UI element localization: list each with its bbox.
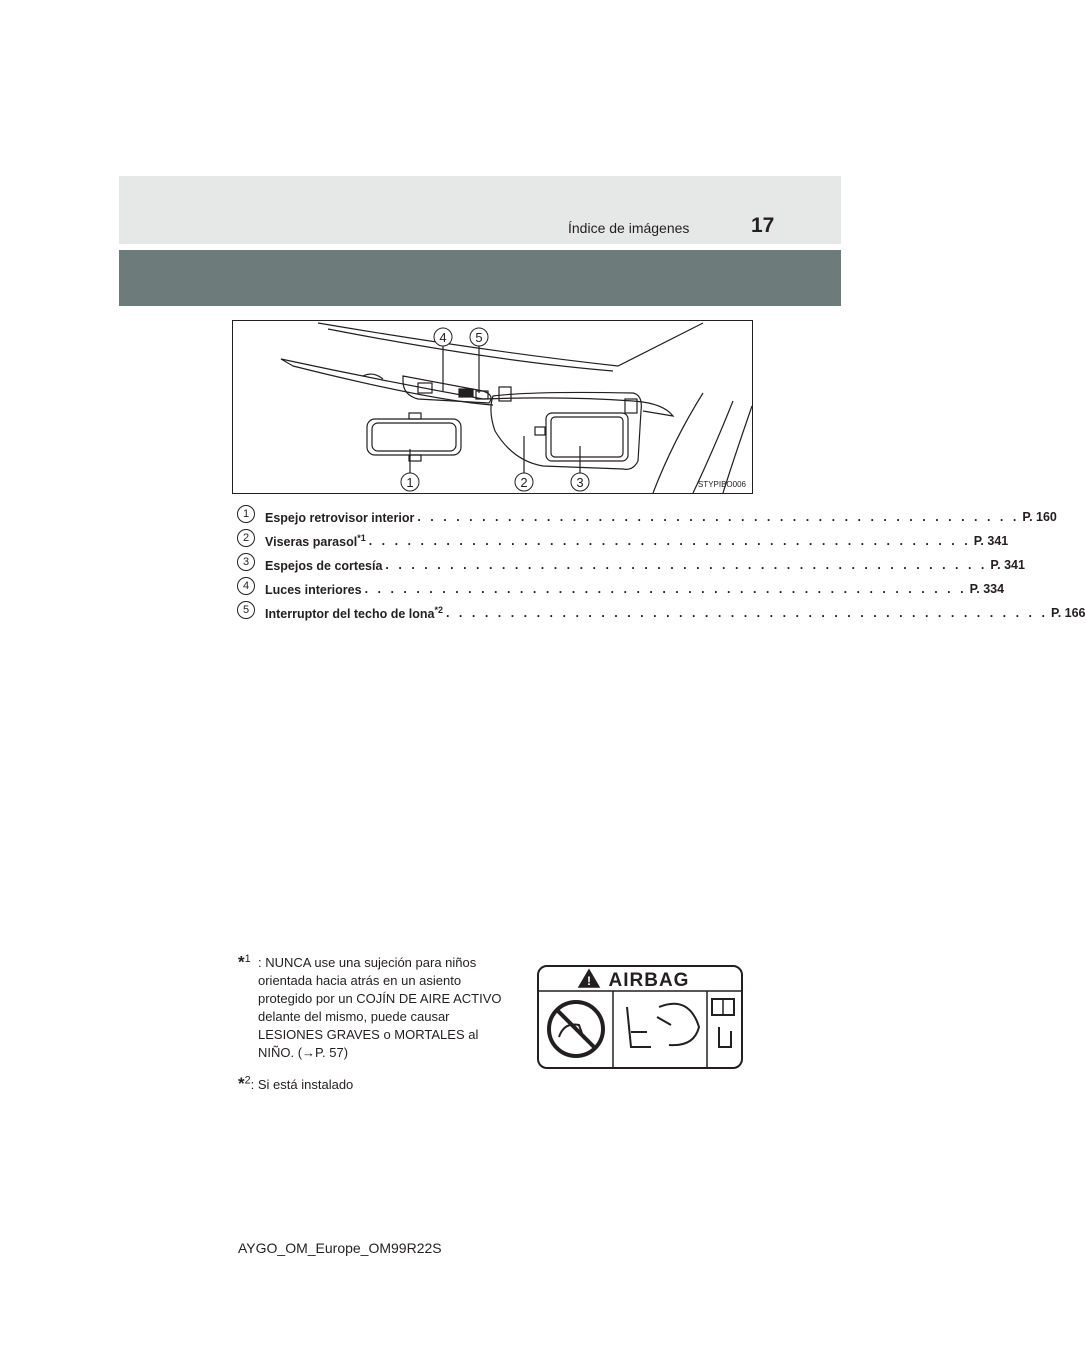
footnote-2-text: : Si está instalado [250,1077,354,1092]
leader-dots: . . . . . . . . . . . . . . . . . . . . . . . . . . . . . . . . . . . . . . . . . . . . . . . [385,558,988,572]
legend-label: Interruptor del techo de lona$^{*2}$ [265,604,443,622]
document-code: AYGO_OM_Europe_OM99R22S [238,1240,442,1256]
page-reference[interactable]: P. 334 [969,582,1005,596]
figure-code: STYPIBO006 [697,480,746,489]
airbag-title: AIRBAG [608,970,690,991]
legend-item [237,529,1009,553]
chapter-band [119,250,841,306]
leader-dots: . . . . . . . . . . . . . . . . . . . . . . . . . . . . . . . . . . . . . . . . . . . . . . . [417,510,1020,524]
legend-number: 3 [237,553,255,571]
callout-1: 1 [406,475,414,490]
airbag-pictogram [539,967,741,1067]
footnote-marker: * [238,1074,245,1093]
page-reference[interactable]: P. 341 [990,558,1025,572]
interior-drawing [233,321,752,493]
legend-number: 1 [237,505,255,523]
footnote-sup: 2 [244,1074,251,1087]
legend-item [237,553,1025,577]
legend-item [237,601,1086,625]
legend-label: Viseras parasol$^{*1}$ [265,532,366,550]
legend-number: 4 [237,577,255,595]
page-reference[interactable]: P. 341 [973,534,1009,548]
interior-illustration [232,320,753,494]
callout-2: 2 [520,475,528,490]
footnote-marker: * [238,952,245,972]
callout-3: 3 [576,475,584,490]
warning-exclamation-icon: ! [587,974,591,988]
legend-number: 2 [237,529,255,547]
page-reference[interactable]: P. 166 [1050,606,1086,620]
legend-label: Espejo retrovisor interior [265,511,415,526]
footnote-1 [238,950,508,1062]
page-reference[interactable]: P. 160 [1022,510,1057,524]
legend-number: 5 [237,601,255,619]
section-title: Índice de imágenes [568,220,690,236]
leader-dots: . . . . . . . . . . . . . . . . . . . . . . . . . . . . . . . . . . . . . . . . . . . . . . . [445,606,1048,620]
legend-item [237,505,1057,529]
page-number: 17 [751,214,775,237]
header-band [119,176,841,244]
footnote-1-text: : NUNCA use una sujeción para niños orientada hacia atrás en un asiento protegido por un COJÍN DE AIRE ACTIVO delante del mismo, puede causar LESIONES GRAVES o MORTALES al NIÑO. (→P. 57) [258,955,502,1061]
callout-4: 4 [439,330,447,345]
airbag-warning-label [537,965,743,1069]
legend-label: Luces interiores [265,583,362,598]
legend-label: Espejos de cortesía [265,559,383,574]
legend-list [237,505,1086,625]
leader-dots: . . . . . . . . . . . . . . . . . . . . . . . . . . . . . . . . . . . . . . . . . . . . . . . [368,534,971,548]
footnote-2 [238,1074,353,1094]
footnote-sup: 1 [244,953,251,965]
legend-item [237,577,1005,601]
leader-dots: . . . . . . . . . . . . . . . . . . . . . . . . . . . . . . . . . . . . . . . . . . . . . . . [364,582,967,596]
callout-5: 5 [475,330,483,345]
